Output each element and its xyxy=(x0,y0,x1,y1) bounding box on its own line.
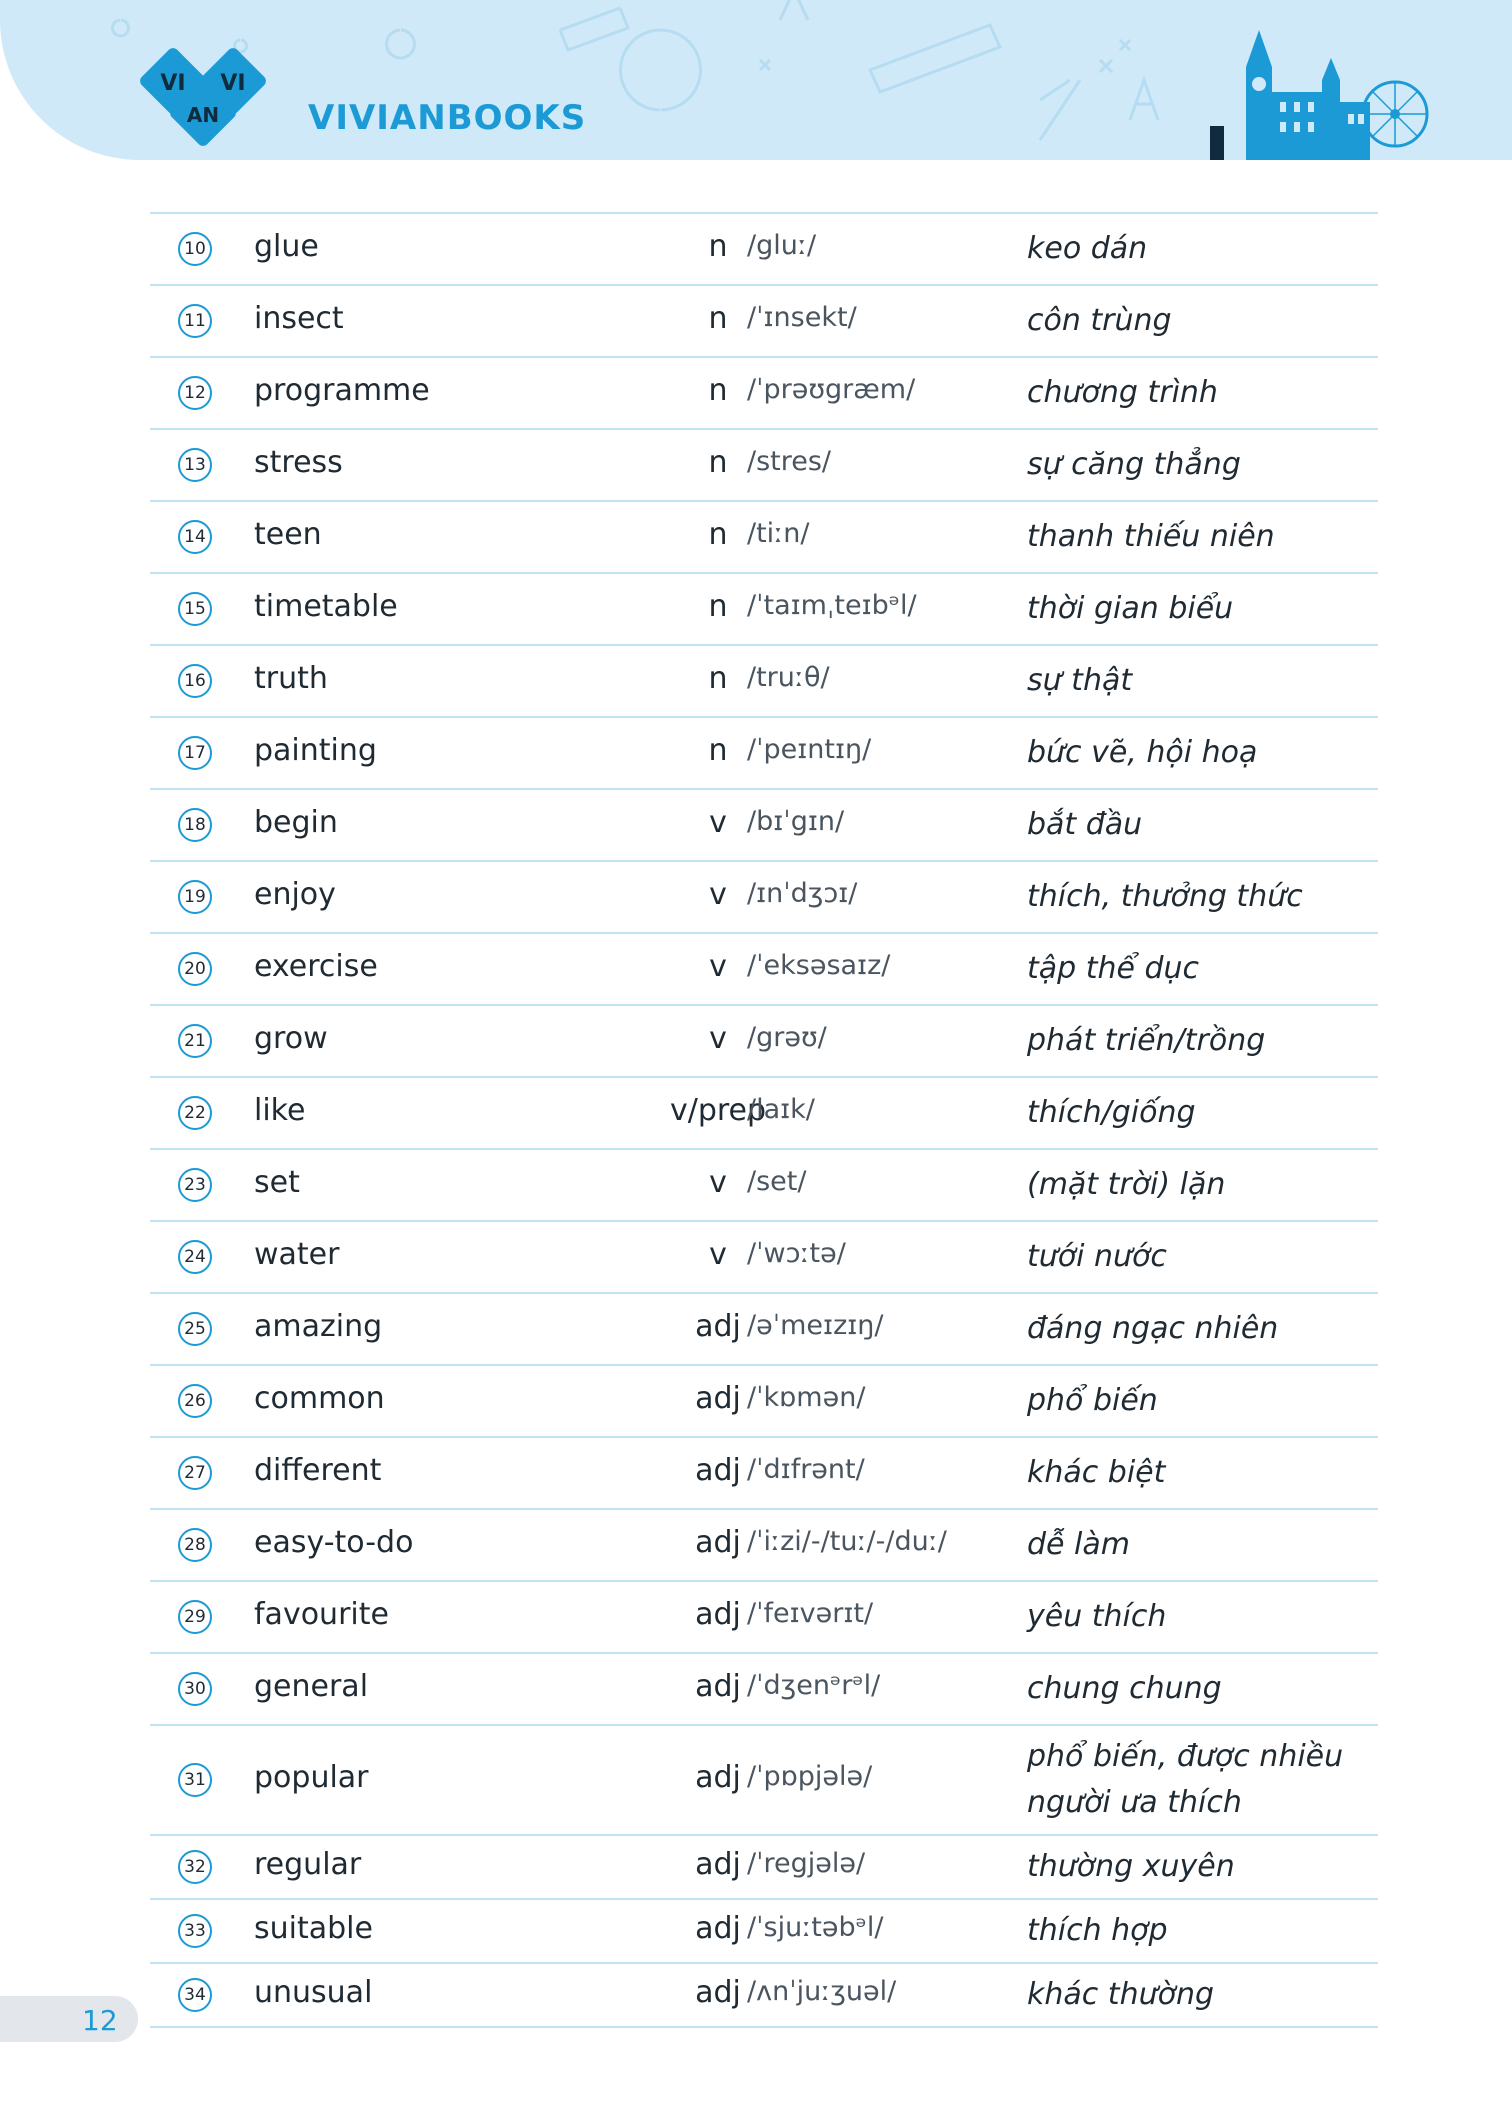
row-number: 12 xyxy=(178,376,212,410)
brand-name: VIVIANBOOKS xyxy=(308,98,587,138)
london-skyline-icon xyxy=(1210,22,1430,160)
row-pronunciation: /stres/ xyxy=(747,446,832,477)
row-number: 22 xyxy=(178,1096,212,1130)
row-pronunciation: /ˈsjuːtəbᵊl/ xyxy=(747,1912,884,1943)
row-meaning: thời gian biểu xyxy=(1027,591,1234,626)
row-number: 34 xyxy=(178,1978,212,2012)
row-meaning: yêu thích xyxy=(1027,1599,1167,1634)
logo-letters-3: AN xyxy=(186,103,220,127)
row-part-of-speech: n xyxy=(708,517,728,552)
row-part-of-speech: v/prep xyxy=(669,1093,767,1128)
row-part-of-speech: adj xyxy=(695,1760,741,1795)
table-row xyxy=(150,1294,1378,1366)
table-row xyxy=(150,1006,1378,1078)
row-meaning: tưới nước xyxy=(1027,1239,1167,1274)
row-number: 18 xyxy=(178,808,212,842)
row-part-of-speech: adj xyxy=(695,1975,741,2010)
row-number: 17 xyxy=(178,736,212,770)
table-row xyxy=(150,286,1378,358)
row-part-of-speech: v xyxy=(709,805,727,840)
row-meaning: tập thể dục xyxy=(1027,951,1200,986)
table-row xyxy=(150,574,1378,646)
row-number: 10 xyxy=(178,232,212,266)
row-number: 31 xyxy=(178,1763,212,1797)
row-word: glue xyxy=(254,229,319,264)
row-part-of-speech: adj xyxy=(695,1847,741,1882)
table-row xyxy=(150,358,1378,430)
row-meaning: thường xuyên xyxy=(1027,1849,1235,1884)
row-pronunciation: /truːθ/ xyxy=(747,662,830,693)
row-word: set xyxy=(254,1165,300,1200)
table-row xyxy=(150,1836,1378,1900)
row-pronunciation: /ʌnˈjuːʒuəl/ xyxy=(747,1976,897,2007)
row-number: 25 xyxy=(178,1312,212,1346)
row-word: amazing xyxy=(254,1309,383,1344)
row-part-of-speech: v xyxy=(709,1165,727,1200)
row-pronunciation: /laɪk/ xyxy=(747,1094,815,1125)
row-number: 33 xyxy=(178,1914,212,1948)
row-word: painting xyxy=(254,733,377,768)
row-word: grow xyxy=(254,1021,328,1056)
row-word: exercise xyxy=(254,949,378,984)
row-meaning: côn trùng xyxy=(1027,303,1172,338)
row-meaning: keo dán xyxy=(1027,231,1148,266)
row-part-of-speech: v xyxy=(709,1237,727,1272)
table-row xyxy=(150,430,1378,502)
row-pronunciation: /set/ xyxy=(747,1166,807,1197)
table-row xyxy=(150,1366,1378,1438)
row-pronunciation: /gluː/ xyxy=(747,230,817,261)
row-meaning: bắt đầu xyxy=(1027,807,1143,842)
table-row xyxy=(150,1964,1378,2028)
row-number: 27 xyxy=(178,1456,212,1490)
row-pronunciation: /ˈpɒpjələ/ xyxy=(747,1761,873,1792)
table-row xyxy=(150,862,1378,934)
logo-letters-2: VI xyxy=(220,71,246,96)
table-row xyxy=(150,1900,1378,1964)
row-pronunciation: /ˈdʒenᵊrᵊl/ xyxy=(747,1670,881,1701)
row-part-of-speech: adj xyxy=(695,1669,741,1704)
table-row xyxy=(150,646,1378,718)
row-word: suitable xyxy=(254,1911,373,1946)
row-pronunciation: /ɪnˈdʒɔɪ/ xyxy=(747,878,858,909)
table-row xyxy=(150,214,1378,286)
row-word: unusual xyxy=(254,1975,373,2010)
row-word: enjoy xyxy=(254,877,336,912)
row-word: insect xyxy=(254,301,344,336)
row-meaning: chương trình xyxy=(1027,375,1218,410)
row-pronunciation: /ˈɪnsekt/ xyxy=(747,302,857,333)
row-word: regular xyxy=(254,1847,362,1882)
row-part-of-speech: adj xyxy=(695,1597,741,1632)
row-meaning: sự thật xyxy=(1027,663,1133,698)
row-part-of-speech: n xyxy=(708,229,728,264)
row-part-of-speech: n xyxy=(708,373,728,408)
row-number: 21 xyxy=(178,1024,212,1058)
row-pronunciation: /ˈiːzi/-/tuː/-/duː/ xyxy=(747,1526,947,1557)
vocabulary-rows xyxy=(150,214,1378,2028)
row-pronunciation: /əˈmeɪzɪŋ/ xyxy=(747,1310,884,1341)
table-row xyxy=(150,1438,1378,1510)
row-meaning: đáng ngạc nhiên xyxy=(1027,1311,1279,1346)
row-part-of-speech: adj xyxy=(695,1453,741,1488)
row-meaning: thích, thưởng thức xyxy=(1027,879,1303,914)
vivian-logo xyxy=(140,48,290,158)
row-number: 32 xyxy=(178,1850,212,1884)
row-number: 30 xyxy=(178,1672,212,1706)
page-header xyxy=(0,0,1512,160)
row-number: 29 xyxy=(178,1600,212,1634)
row-number: 24 xyxy=(178,1240,212,1274)
page-number: 12 xyxy=(82,2004,118,2037)
row-part-of-speech: v xyxy=(709,877,727,912)
table-row xyxy=(150,502,1378,574)
row-number: 19 xyxy=(178,880,212,914)
row-word: water xyxy=(254,1237,340,1272)
row-part-of-speech: adj xyxy=(695,1911,741,1946)
row-word: general xyxy=(254,1669,369,1704)
row-pronunciation: /ˈtaɪmˌteɪbᵊl/ xyxy=(747,590,917,621)
vocabulary-table xyxy=(150,212,1378,2028)
row-part-of-speech: adj xyxy=(695,1525,741,1560)
row-meaning: phát triển/trồng xyxy=(1027,1023,1266,1058)
row-meaning: bức vẽ, hội hoạ xyxy=(1027,735,1258,770)
row-pronunciation: /ˈwɔːtə/ xyxy=(747,1238,846,1269)
row-pronunciation: /tiːn/ xyxy=(747,518,810,549)
row-number: 15 xyxy=(178,592,212,626)
row-pronunciation: /ˈfeɪvərɪt/ xyxy=(747,1598,874,1629)
row-word: popular xyxy=(254,1760,369,1795)
row-pronunciation: /ˈpeɪntɪŋ/ xyxy=(747,734,872,765)
row-meaning: thích/giống xyxy=(1027,1095,1196,1130)
row-part-of-speech: v xyxy=(709,949,727,984)
row-number: 16 xyxy=(178,664,212,698)
row-number: 28 xyxy=(178,1528,212,1562)
row-meaning: khác thường xyxy=(1027,1977,1215,2012)
row-meaning: thích hợp xyxy=(1027,1913,1168,1948)
row-number: 23 xyxy=(178,1168,212,1202)
table-row xyxy=(150,1150,1378,1222)
row-part-of-speech: n xyxy=(708,661,728,696)
row-word: begin xyxy=(254,805,338,840)
row-word: like xyxy=(254,1093,306,1128)
row-word: easy-to-do xyxy=(254,1525,414,1560)
table-row xyxy=(150,934,1378,1006)
table-row xyxy=(150,1510,1378,1582)
row-word: favourite xyxy=(254,1597,389,1632)
row-meaning: phổ biến, được nhiều người ưa thích xyxy=(1027,1739,1344,1820)
row-word: timetable xyxy=(254,589,398,624)
table-row xyxy=(150,790,1378,862)
table-row xyxy=(150,1726,1378,1836)
row-word: truth xyxy=(254,661,328,696)
row-meaning: thanh thiếu niên xyxy=(1027,519,1275,554)
row-meaning: khác biệt xyxy=(1027,1455,1166,1490)
row-pronunciation: /grəʊ/ xyxy=(747,1022,827,1053)
row-pronunciation: /ˈkɒmən/ xyxy=(747,1382,866,1413)
row-pronunciation: /ˈregjələ/ xyxy=(747,1848,866,1879)
logo-letters-1: VI xyxy=(160,71,186,96)
row-meaning: phổ biến xyxy=(1027,1383,1158,1418)
table-row xyxy=(150,1654,1378,1726)
row-pronunciation: /ˈeksəsaɪz/ xyxy=(747,950,891,981)
row-number: 13 xyxy=(178,448,212,482)
row-part-of-speech: adj xyxy=(695,1381,741,1416)
row-word: stress xyxy=(254,445,343,480)
row-pronunciation: /bɪˈgɪn/ xyxy=(747,806,845,837)
row-word: programme xyxy=(254,373,430,408)
row-number: 26 xyxy=(178,1384,212,1418)
table-row xyxy=(150,1078,1378,1150)
row-part-of-speech: n xyxy=(708,733,728,768)
row-pronunciation: /ˈdɪfrənt/ xyxy=(747,1454,865,1485)
row-meaning: chung chung xyxy=(1027,1671,1222,1706)
row-meaning: dễ làm xyxy=(1027,1527,1130,1562)
row-word: different xyxy=(254,1453,382,1488)
row-part-of-speech: v xyxy=(709,1021,727,1056)
row-part-of-speech: adj xyxy=(695,1309,741,1344)
table-row xyxy=(150,1582,1378,1654)
table-row xyxy=(150,1222,1378,1294)
row-meaning: (mặt trời) lặn xyxy=(1027,1167,1226,1202)
row-word: teen xyxy=(254,517,322,552)
row-part-of-speech: n xyxy=(708,589,728,624)
row-pronunciation: /ˈprəʊgræm/ xyxy=(747,374,916,405)
row-meaning: sự căng thẳng xyxy=(1027,447,1241,482)
row-part-of-speech: n xyxy=(708,445,728,480)
row-number: 11 xyxy=(178,304,212,338)
table-row xyxy=(150,718,1378,790)
row-number: 14 xyxy=(178,520,212,554)
row-part-of-speech: n xyxy=(708,301,728,336)
row-number: 20 xyxy=(178,952,212,986)
row-word: common xyxy=(254,1381,385,1416)
